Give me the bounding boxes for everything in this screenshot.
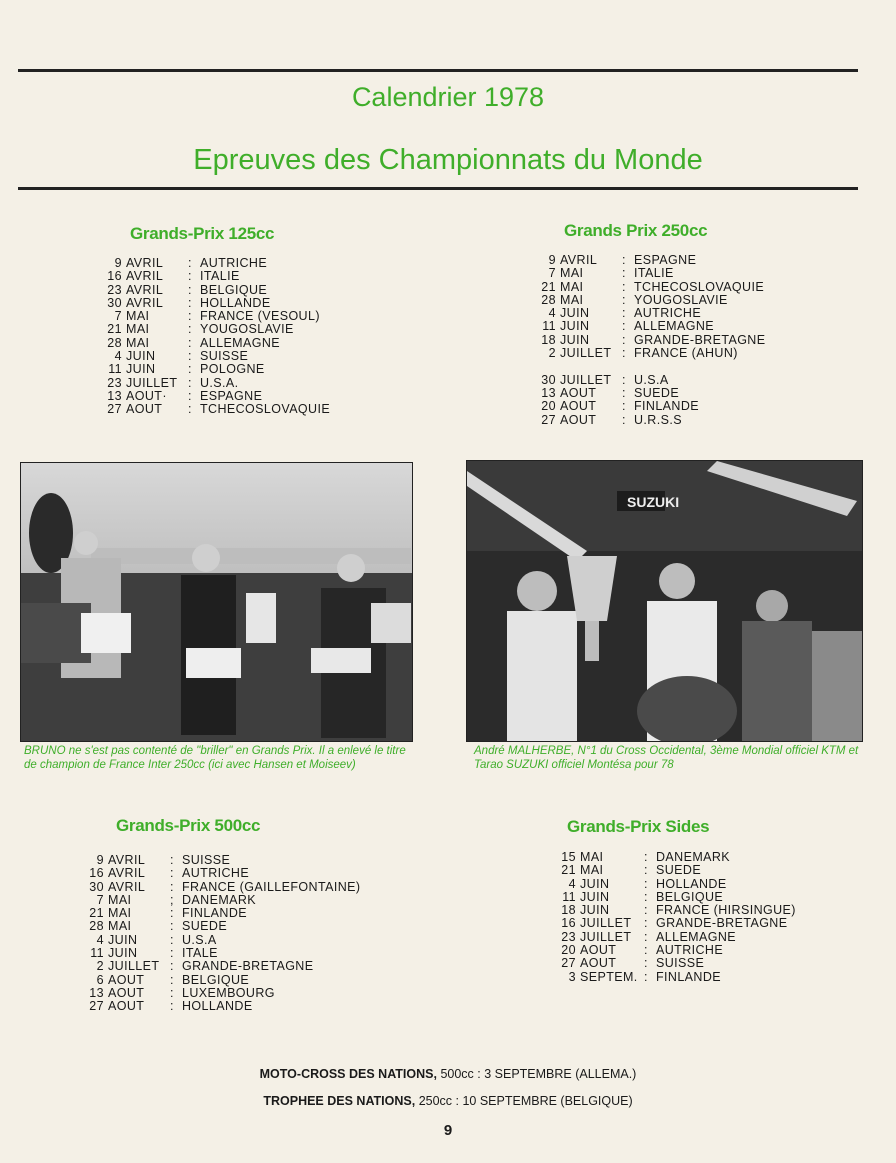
schedule-row [78, 960, 360, 973]
schedule-separator: : [622, 372, 626, 387]
schedule-row [548, 878, 796, 891]
schedule-separator: : [188, 335, 192, 350]
schedule-day: 4 [114, 349, 122, 364]
schedule-row [96, 363, 330, 376]
footer-line1-bold: MOTO-CROSS DES NATIONS, [259, 1067, 437, 1081]
schedule-day: 7 [114, 309, 122, 324]
schedule-row [530, 254, 765, 267]
schedule-separator: : [170, 866, 174, 881]
schedule-month: AVRIL [108, 879, 146, 894]
schedule-month: AVRIL [108, 853, 146, 867]
schedule-row [96, 284, 330, 297]
schedule-row [96, 310, 330, 323]
schedule-day: 21 [89, 906, 104, 921]
schedule-place: U.S.A. [200, 375, 239, 390]
schedule-row [548, 931, 796, 944]
sides-schedule [548, 851, 796, 984]
schedule-row [530, 267, 765, 280]
schedule-day: 11 [542, 319, 556, 334]
schedule-day: 9 [114, 256, 122, 270]
schedule-day: 30 [107, 295, 122, 310]
schedule-separator: : [644, 850, 648, 864]
schedule-separator: : [170, 932, 174, 947]
gp125-schedule [96, 257, 330, 417]
gp500-title: Grands-Prix 500cc [116, 816, 261, 835]
schedule-month: JUIN [108, 946, 138, 961]
schedule-row [530, 387, 765, 400]
schedule-separator: : [622, 292, 626, 307]
schedule-month: MAI [108, 906, 132, 921]
schedule-place: ESPAGNE [200, 388, 263, 403]
schedule-place: ALLEMAGNE [656, 929, 737, 944]
schedule-day: 21 [541, 279, 556, 294]
schedule-row [78, 987, 360, 1000]
schedule-place: AUTRICHE [634, 306, 702, 321]
gp500-schedule [78, 854, 360, 1014]
gp250-title: Grands Prix 250cc [564, 221, 708, 240]
schedule-place: SUISSE [200, 349, 249, 364]
schedule-place: FINLANDE [182, 906, 248, 921]
schedule-day: 28 [89, 919, 104, 934]
schedule-month: MAI [580, 863, 604, 878]
schedule-place: GRANDE-BRETAGNE [634, 332, 766, 347]
schedule-row [96, 323, 330, 336]
schedule-row [530, 400, 765, 413]
schedule-separator: : [622, 412, 626, 427]
schedule-month: MAI [560, 266, 584, 281]
photo-podium-bruno-image [21, 463, 412, 741]
schedule-place: HOLLANDE [182, 999, 253, 1014]
schedule-month: JUIN [580, 876, 610, 891]
schedule-month: JUIN [108, 932, 138, 947]
schedule-day: 2 [96, 959, 104, 974]
schedule-row [548, 864, 796, 877]
schedule-day: 27 [89, 999, 104, 1014]
schedule-day: 11 [108, 362, 122, 377]
schedule-separator: : [622, 266, 626, 281]
schedule-row [78, 974, 360, 987]
schedule-separator: : [188, 402, 192, 417]
schedule-row [530, 294, 765, 307]
schedule-separator: : [188, 322, 192, 337]
schedule-day: 16 [107, 269, 122, 284]
schedule-row [96, 297, 330, 310]
schedule-place: HOLLANDE [656, 876, 727, 891]
schedule-separator: : [644, 929, 648, 944]
schedule-place: SUISSE [656, 956, 705, 971]
schedule-day: 28 [107, 335, 122, 350]
footer-line2-rest: 250cc : 10 SEPTEMBRE (BELGIQUE) [415, 1094, 633, 1108]
schedule-place: BELGIQUE [656, 889, 724, 904]
schedule-day: 9 [548, 253, 556, 267]
schedule-place: SUISSE [182, 853, 231, 867]
schedule-month: MAI [108, 892, 132, 907]
schedule-place: AUTRICHE [182, 866, 250, 881]
schedule-month: JUIN [126, 349, 156, 364]
photo-podium-bruno [20, 462, 413, 742]
schedule-row [96, 337, 330, 350]
schedule-day: 20 [541, 399, 556, 414]
schedule-row [78, 881, 360, 894]
schedule-day: 23 [107, 375, 122, 390]
schedule-row [530, 320, 765, 333]
gp125-title: Grands-Prix 125cc [130, 224, 275, 243]
schedule-day: 27 [107, 402, 122, 417]
footer-line1-rest: 500cc : 3 SEPTEMBRE (ALLEMA.) [436, 1067, 637, 1081]
right-photo-caption: André MALHERBE, N°1 du Cross Occidental, 3ème Mondial officiel KTM et Tarao SUZUKI officiel Montésa pour 78 [474, 745, 859, 771]
photo-trophy-malherbe-image [467, 461, 862, 741]
schedule-place: AUTRICHE [200, 256, 268, 270]
schedule-month: AVRIL [126, 282, 164, 297]
schedule-month: AOUT [560, 412, 597, 427]
schedule-place: BELGIQUE [200, 282, 268, 297]
schedule-separator: : [188, 295, 192, 310]
schedule-month: JUILLET [560, 372, 612, 387]
schedule-row [548, 957, 796, 970]
schedule-month: SEPTEM. [580, 969, 638, 984]
schedule-day: 4 [548, 306, 556, 321]
schedule-day: 21 [107, 322, 122, 337]
schedule-row [530, 414, 765, 427]
schedule-month: AOUT [108, 985, 145, 1000]
schedule-day: 11 [90, 946, 104, 961]
schedule-place: SUEDE [182, 919, 228, 934]
schedule-row [78, 947, 360, 960]
schedule-separator: : [644, 969, 648, 984]
schedule-separator: : [622, 306, 626, 321]
schedule-day: 16 [89, 866, 104, 881]
schedule-separator: : [188, 388, 192, 403]
schedule-place: FRANCE (AHUN) [634, 346, 738, 361]
schedule-separator: : [644, 889, 648, 904]
schedule-separator: : [188, 309, 192, 324]
schedule-day: 2 [548, 346, 556, 361]
schedule-place: BELGIQUE [182, 972, 250, 987]
top-rule [18, 69, 858, 72]
schedule-row [548, 944, 796, 957]
schedule-place: SUEDE [634, 385, 680, 400]
schedule-month: MAI [560, 292, 584, 307]
schedule-place: DANEMARK [656, 850, 731, 864]
schedule-place: FRANCE (GAILLEFONTAINE) [182, 879, 361, 894]
schedule-month: AOUT· [126, 388, 167, 403]
schedule-separator: : [188, 269, 192, 284]
schedule-day: 18 [561, 903, 576, 918]
schedule-month: JUIN [580, 889, 610, 904]
schedule-day: 7 [96, 892, 104, 907]
schedule-row [548, 891, 796, 904]
schedule-separator: : [188, 282, 192, 297]
schedule-separator: : [622, 332, 626, 347]
schedule-place: FRANCE (HIRSINGUE) [656, 903, 796, 918]
schedule-separator: : [170, 999, 174, 1014]
schedule-place: TCHECOSLOVAQUIE [200, 402, 331, 417]
schedule-month: JUIN [560, 319, 590, 334]
schedule-month: AVRIL [560, 253, 598, 267]
schedule-day: 13 [89, 985, 104, 1000]
schedule-place: POLOGNE [200, 362, 265, 377]
schedule-separator: : [188, 256, 192, 270]
schedule-place: GRANDE-BRETAGNE [182, 959, 314, 974]
schedule-month: AOUT [126, 402, 163, 417]
schedule-row [530, 374, 765, 387]
schedule-day: 13 [541, 385, 556, 400]
schedule-separator: : [622, 399, 626, 414]
schedule-row [548, 971, 796, 984]
schedule-place: ITALE [182, 946, 218, 961]
schedule-separator: : [170, 879, 174, 894]
schedule-month: MAI [580, 850, 604, 864]
left-photo-caption: BRUNO ne s'est pas contenté de "briller" en Grands Prix. Il a enlevé le titre de champion de France Inter 250cc (ici avec Hansen et Moiseev) [24, 745, 406, 771]
schedule-separator: : [644, 863, 648, 878]
schedule-day: 6 [96, 972, 104, 987]
schedule-separator: : [170, 972, 174, 987]
schedule-day: 28 [541, 292, 556, 307]
schedule-month: AVRIL [108, 866, 146, 881]
schedule-row [96, 377, 330, 390]
schedule-separator: ; [170, 892, 174, 907]
schedule-month: AOUT [560, 399, 597, 414]
schedule-month: AOUT [108, 999, 145, 1014]
schedule-month: JUIN [560, 306, 590, 321]
schedule-day: 23 [107, 282, 122, 297]
schedule-place: ESPAGNE [634, 253, 697, 267]
schedule-day: 23 [561, 929, 576, 944]
schedule-month: MAI [108, 919, 132, 934]
schedule-place: HOLLANDE [200, 295, 271, 310]
schedule-place: YOUGOSLAVIE [634, 292, 728, 307]
page-title: Calendrier 1978 [351, 82, 545, 112]
schedule-row [78, 894, 360, 907]
schedule-row [96, 270, 330, 283]
schedule-place: SUEDE [656, 863, 702, 878]
schedule-row [530, 307, 765, 320]
schedule-place: U.R.S.S [634, 412, 682, 427]
page-subtitle: Epreuves des Championnats du Monde [193, 144, 703, 176]
gp250-schedule [530, 254, 765, 427]
schedule-row [96, 257, 330, 270]
schedule-row [78, 934, 360, 947]
schedule-row [548, 917, 796, 930]
schedule-separator: : [622, 319, 626, 334]
schedule-place: YOUGOSLAVIE [200, 322, 294, 337]
page-number: 9 [443, 1122, 453, 1139]
schedule-place: U.S.A [634, 372, 669, 387]
schedule-day: 30 [89, 879, 104, 894]
schedule-month: AVRIL [126, 256, 164, 270]
schedule-month: JUILLET [126, 375, 178, 390]
schedule-separator: : [622, 253, 626, 267]
schedule-month: JUILLET [580, 916, 632, 931]
schedule-separator: : [644, 903, 648, 918]
schedule-month: AVRIL [126, 295, 164, 310]
schedule-separator: : [622, 385, 626, 400]
schedule-place: ITALIE [634, 266, 674, 281]
footer-motocross-des-nations [0, 1067, 896, 1081]
header-bottom-rule [18, 187, 858, 190]
schedule-month: JUIN [560, 332, 590, 347]
schedule-month: JUILLET [580, 929, 632, 944]
schedule-row [548, 904, 796, 917]
schedule-separator: : [170, 946, 174, 961]
schedule-separator: : [622, 346, 626, 361]
schedule-month: MAI [560, 279, 584, 294]
schedule-row [78, 1000, 360, 1013]
schedule-row [78, 920, 360, 933]
schedule-month: JUIN [126, 362, 156, 377]
schedule-row [530, 334, 765, 347]
schedule-place: FINLANDE [634, 399, 700, 414]
schedule-day: 27 [541, 412, 556, 427]
schedule-day: 4 [96, 932, 104, 947]
schedule-separator: : [644, 916, 648, 931]
schedule-month: AOUT [580, 943, 617, 958]
schedule-month: AOUT [108, 972, 145, 987]
footer-trophee-des-nations [0, 1094, 896, 1108]
schedule-separator: : [188, 375, 192, 390]
schedule-spacer [530, 360, 765, 373]
schedule-place: LUXEMBOURG [182, 985, 275, 1000]
schedule-place: ALLEMAGNE [634, 319, 715, 334]
schedule-day: 21 [561, 863, 576, 878]
schedule-row [78, 854, 360, 867]
schedule-place: AUTRICHE [656, 943, 724, 958]
schedule-place: DANEMARK [182, 892, 257, 907]
schedule-day: 27 [561, 956, 576, 971]
footer-line2-bold: TROPHEE DES NATIONS, [263, 1094, 416, 1108]
schedule-month: MAI [126, 335, 150, 350]
schedule-row [96, 390, 330, 403]
schedule-month: JUIN [580, 903, 610, 918]
schedule-row [548, 851, 796, 864]
schedule-place: FRANCE (VESOUL) [200, 309, 320, 324]
schedule-day: 3 [568, 969, 576, 984]
schedule-row [530, 281, 765, 294]
schedule-day: 15 [561, 850, 576, 864]
schedule-month: AOUT [580, 956, 617, 971]
schedule-row [530, 347, 765, 360]
schedule-month: JUILLET [108, 959, 160, 974]
schedule-day: 7 [548, 266, 556, 281]
photo-trophy-malherbe [466, 460, 863, 742]
schedule-place: FINLANDE [656, 969, 722, 984]
sides-title: Grands-Prix Sides [567, 817, 710, 836]
schedule-day: 11 [562, 889, 576, 904]
schedule-separator: : [622, 279, 626, 294]
schedule-separator: : [644, 943, 648, 958]
schedule-row [96, 403, 330, 416]
schedule-separator: : [170, 853, 174, 867]
schedule-separator: : [644, 956, 648, 971]
photo-sign-text: SUZUKI [627, 494, 680, 510]
schedule-place: ITALIE [200, 269, 240, 284]
schedule-day: 18 [541, 332, 556, 347]
schedule-month: MAI [126, 322, 150, 337]
schedule-separator: : [188, 362, 192, 377]
schedule-separator: : [170, 985, 174, 1000]
schedule-row [78, 867, 360, 880]
schedule-month: JUILLET [560, 346, 612, 361]
schedule-place: ALLEMAGNE [200, 335, 281, 350]
schedule-separator: : [644, 876, 648, 891]
schedule-separator: : [170, 919, 174, 934]
schedule-day: 9 [96, 853, 104, 867]
schedule-separator: : [170, 906, 174, 921]
schedule-day: 13 [107, 388, 122, 403]
schedule-month: AVRIL [126, 269, 164, 284]
schedule-separator: : [188, 349, 192, 364]
schedule-month: AOUT [560, 385, 597, 400]
schedule-row [78, 907, 360, 920]
schedule-row [96, 350, 330, 363]
schedule-day: 4 [568, 876, 576, 891]
schedule-separator: : [170, 959, 174, 974]
schedule-day: 30 [541, 372, 556, 387]
schedule-place: TCHECOSLOVAQUIE [634, 279, 765, 294]
schedule-place: U.S.A [182, 932, 217, 947]
schedule-day: 20 [561, 943, 576, 958]
schedule-day: 16 [561, 916, 576, 931]
schedule-place: GRANDE-BRETAGNE [656, 916, 788, 931]
schedule-month: MAI [126, 309, 150, 324]
